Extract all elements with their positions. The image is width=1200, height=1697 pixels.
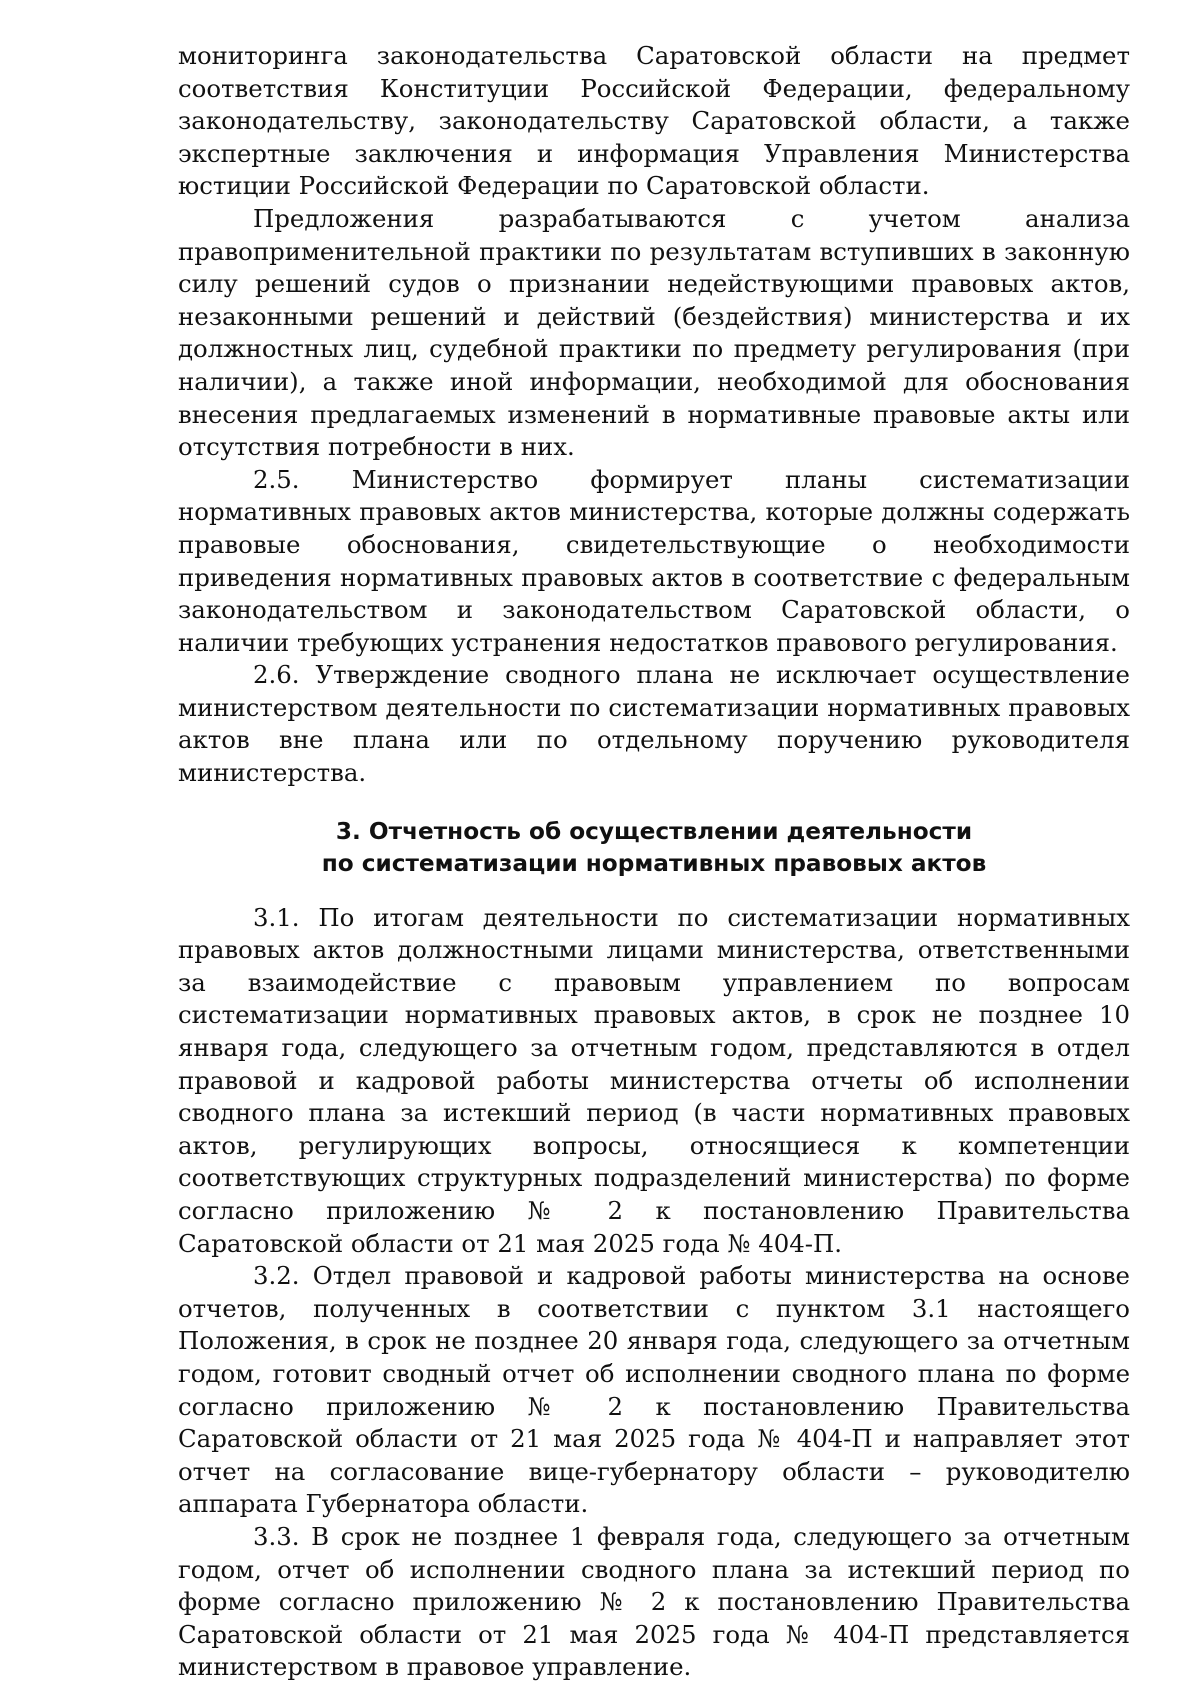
paragraph-2-6: 2.6. Утверждение сводного плана не исключает осуществление министерством деятельности по систематизации нормативных правовых актов вне плана или по отдельному поручению руководителя министерства.	[178, 660, 1130, 788]
paragraph-3-1: 3.1. По итогам деятельности по систематизации нормативных правовых актов должностными лицами министерства, ответственными за взаимодействие с правовым управлением по вопросам систематизации нормативных правовых актов, в срок не позднее 10 января года, следующего за отчетным годом, представляются в отдел правовой и кадровой работы министерства отчеты об исполнении сводного плана за истекший период (в части нормативных правовых актов, регулирующих вопросы, относящиеся к компетенции соответствующих структурных подразделений министерства) по форме согласно приложению № 2 к постановлению Правительства Саратовской области от 21 мая 2025 года № 404-П.	[178, 902, 1130, 1258]
section-3-heading-line-1: 3. Отчетность об осуществлении деятельности	[335, 817, 973, 845]
document-page	[178, 40, 1130, 1684]
section-3-heading	[178, 816, 1130, 880]
section-3-heading-line-2: по систематизации нормативных правовых актов	[321, 849, 987, 877]
paragraph-continuation: мониторинга законодательства Саратовской области на предмет соответствия Конституции Российской Федерации, федеральному законодательству, законодательству Саратовской области, а также экспертные заключения и информация Управления Министерства юстиции Российской Федерации по Саратовской области.	[178, 41, 1130, 201]
paragraph-proposals: Предложения разрабатываются с учетом анализа правоприменительной практики по результатам вступивших в законную силу решений судов о признании недействующими правовых актов, незаконными решений и действий (бездействия) министерства и их должностных лиц, судебной практики по предмету регулирования (при наличии), а также иной информации, необходимой для обоснования внесения предлагаемых изменений в нормативные правовые акты или отсутствия потребности в них.	[178, 203, 1130, 462]
paragraph-3-3: 3.3. В срок не позднее 1 февраля года, следующего за отчетным годом, отчет об исполнении сводного плана за истекший период по форме согласно приложению № 2 к постановлению Правительства Саратовской области от 21 мая 2025 года № 404-П представляется министерством в правовое управление.	[178, 1521, 1130, 1682]
paragraph-2-5: 2.5. Министерство формирует планы систематизации нормативных правовых актов министерства, которые должны содержать правовые обоснования, свидетельствующие о необходимости приведения нормативных правовых актов в соответствие с федеральным законодательством и законодательством Саратовской области, о наличии требующих устранения недостатков правового регулирования.	[178, 464, 1130, 657]
paragraph-3-2: 3.2. Отдел правовой и кадровой работы министерства на основе отчетов, полученных в соответствии с пунктом 3.1 настоящего Положения, в срок не позднее 20 января года, следующего за отчетным годом, готовит сводный отчет об исполнении сводного плана по форме согласно приложению № 2 к постановлению Правительства Саратовской области от 21 мая 2025 года № 404-П и направляет этот отчет на согласование вице-губернатору области – руководителю аппарата Губернатора области.	[178, 1261, 1130, 1519]
